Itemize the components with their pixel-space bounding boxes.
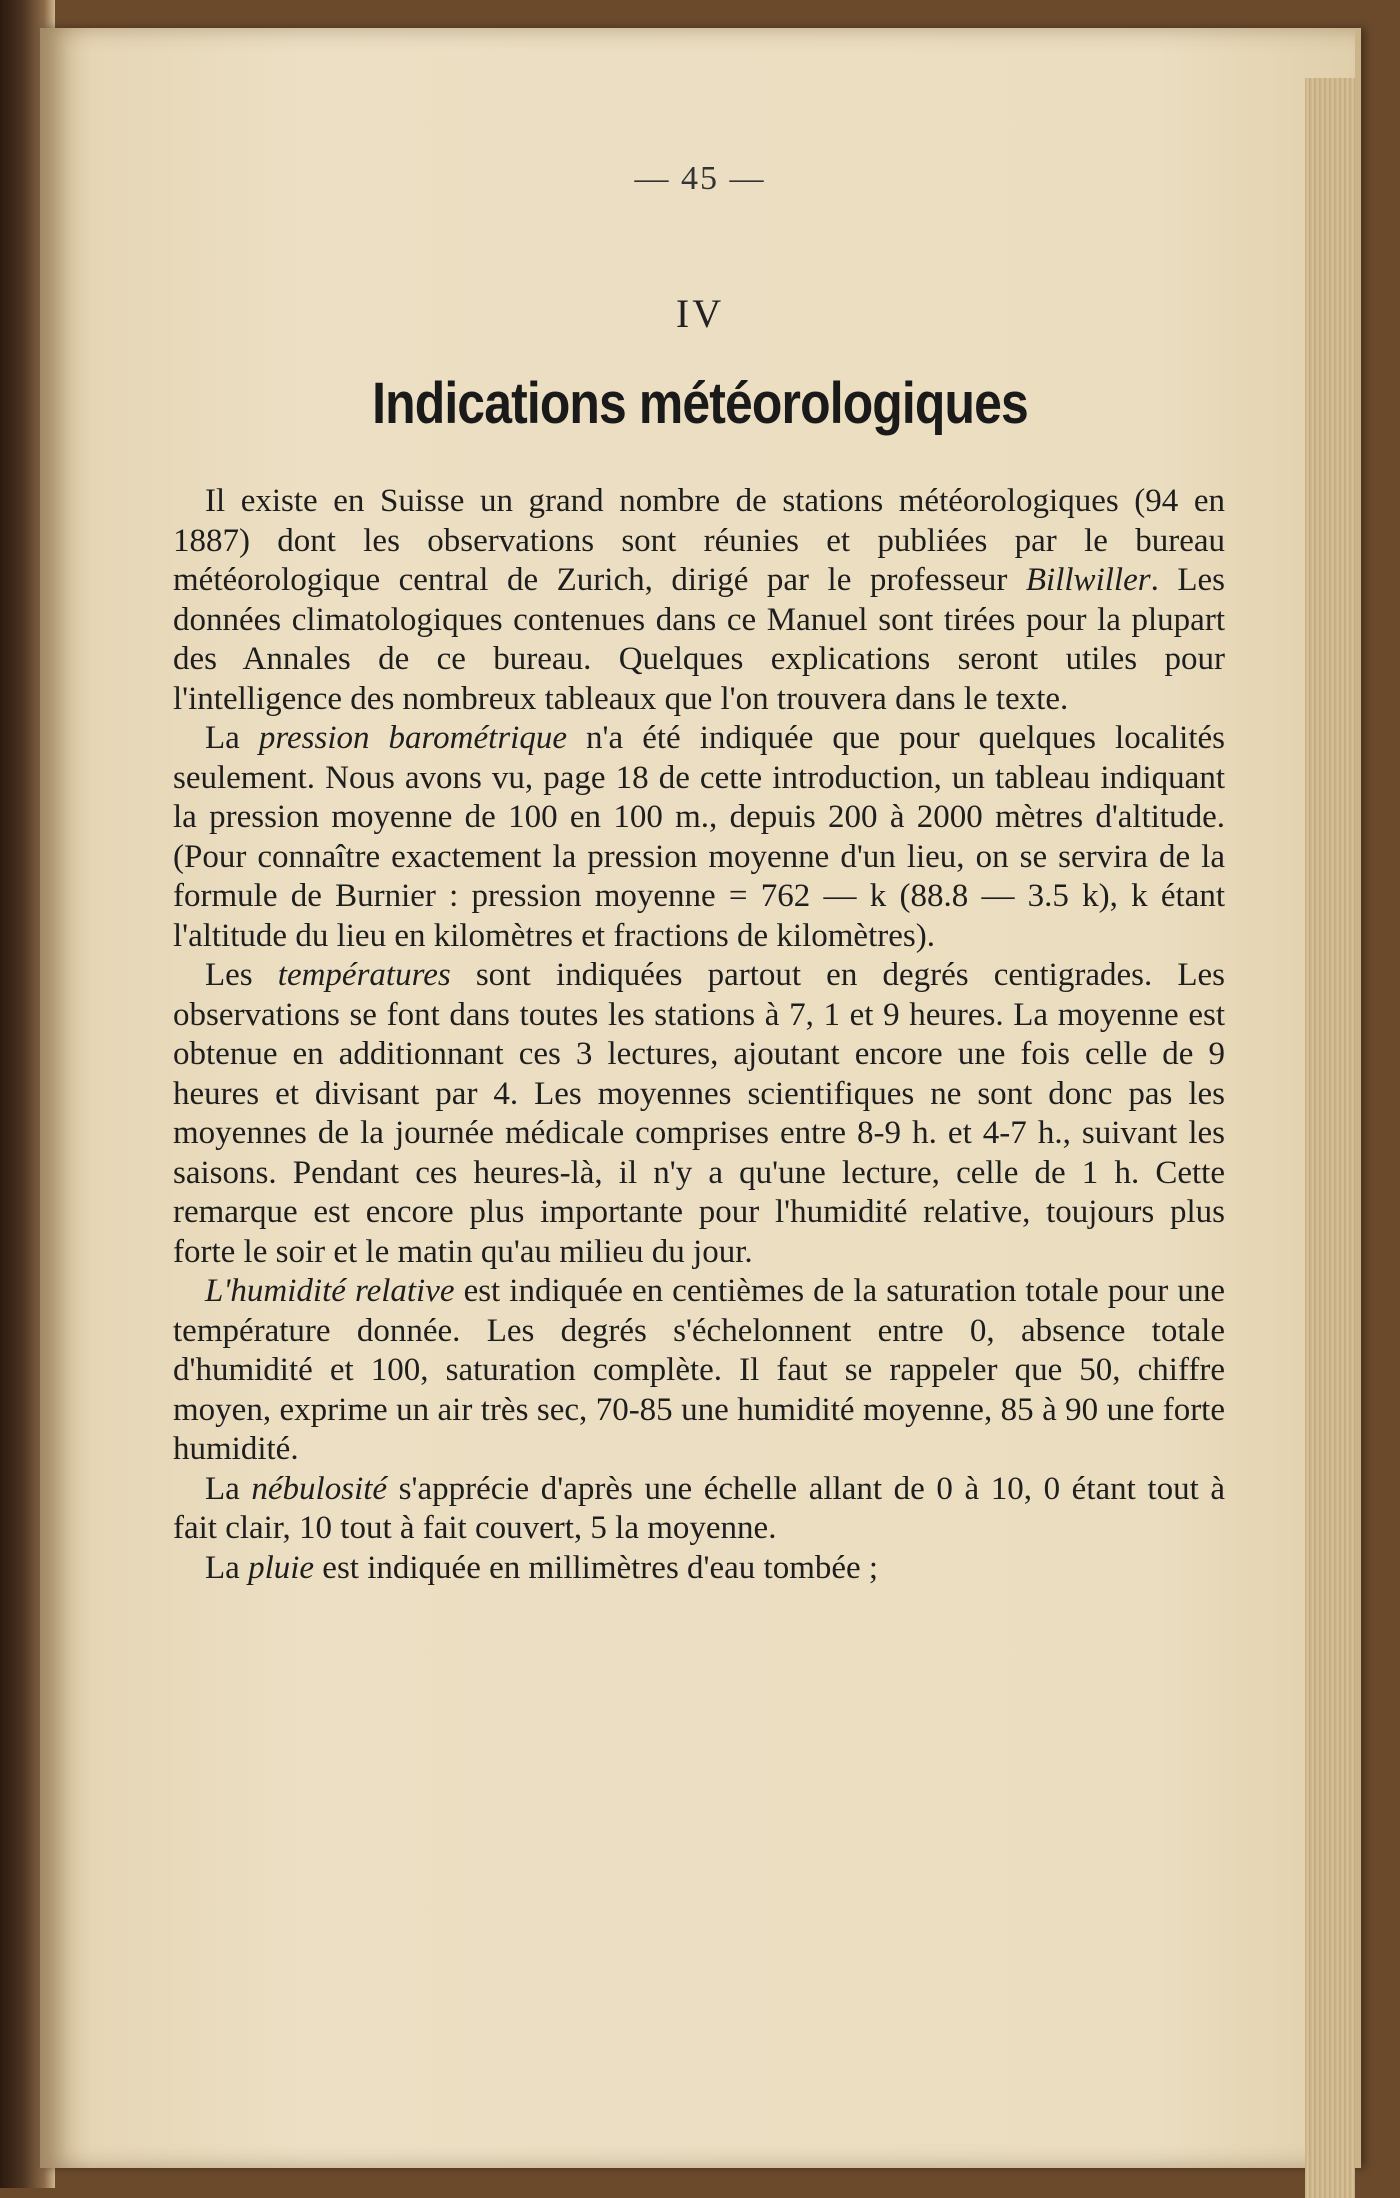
text-segment-italic: pression barométrique (258, 720, 567, 756)
paragraph (173, 1549, 1225, 1589)
page-stack-edge (1305, 78, 1355, 2198)
paragraph (173, 1272, 1225, 1470)
section-title: Indications météorologiques (372, 371, 1028, 436)
text-segment: La (205, 1470, 252, 1507)
paragraph (173, 1470, 1225, 1549)
text-segment: est indiquée en millimètres d'eau tombée ; (314, 1549, 879, 1586)
paragraph (173, 719, 1225, 956)
body-text (173, 482, 1225, 1588)
text-segment-italic: L'humidité relative (205, 1273, 455, 1309)
text-segment: La (205, 720, 259, 756)
paragraph (173, 956, 1225, 1272)
page-number: — 45 — (634, 160, 766, 197)
text-segment: sont indiquées partout en degrés centigrades. Les observations se font dans toutes les stations à 7, 1 et 9 heures. La moyenne est obtenue en additionnant ces 3 lectures, ajoutant encore une fois celle de 9 heures et divisant par 4. Les moyennes scientifiques ne sont donc pas les moyennes de la journée médicale comprises entre 8-9 h. et 4-7 h., suivant les saisons. Pendant ces heures-là, il n'y a qu'une lecture, celle de 1 h. Cette remarque est encore plus importante pour l'humidité relative, toujours plus forte le soir et le matin qu'au milieu du jour. (173, 957, 1225, 1270)
text-segment: est indiquée en centièmes de la saturation totale pour une température donnée. Les degrés s'échelonnent entre 0, absence totale d'humidité et 100, saturation complète. Il faut se rappeler que 50, chiffre moyen, exprime un air très sec, 70-85 une humidité moyenne, 85 à 90 une forte humidité. (173, 1273, 1225, 1467)
text-segment: s'apprécie d'après une échelle allant de 0 à 10, 0 étant tout à fait clair, 10 tout à fait couvert, 5 la moyenne. (173, 1470, 1225, 1546)
text-segment: Les (205, 957, 278, 993)
text-segment: n'a été indiquée que pour quelques localités seulement. Nous avons vu, page 18 de cette introduction, un tableau indiquant la pression moyenne de 100 en 100 m., depuis 200 à 2000 mètres d'altitude. (Pour connaître exactement la pression moyenne d'un lieu, on se servira de la formule de Burnier : pression moyenne = 762 — k (88.8 — 3.5 k), k étant l'altitude du lieu en kilomètres et fractions de kilomètres). (173, 720, 1225, 954)
section-numeral: IV (675, 291, 725, 336)
text-segment-italic: températures (277, 957, 451, 993)
text-segment: Il existe en Suisse un grand nombre de stations météorologiques (94 en 1887) dont les observations sont réunies et publiées par le bureau météorologique central de Zurich, dirigé par le professeur (173, 483, 1225, 598)
text-segment: La (205, 1549, 249, 1586)
paragraph (173, 482, 1225, 719)
text-segment-italic: Billwiller (1025, 562, 1151, 598)
text-segment: . Les données climatologiques contenues dans ce Manuel sont tirées pour la plupart des Annales de ce bureau. Quelques explications seront utiles pour l'intelligence des nombreux tableaux que l'on trouvera dans le texte. (173, 562, 1225, 717)
text-segment-italic: pluie (248, 1549, 315, 1586)
text-segment-italic: nébulosité (251, 1470, 388, 1507)
